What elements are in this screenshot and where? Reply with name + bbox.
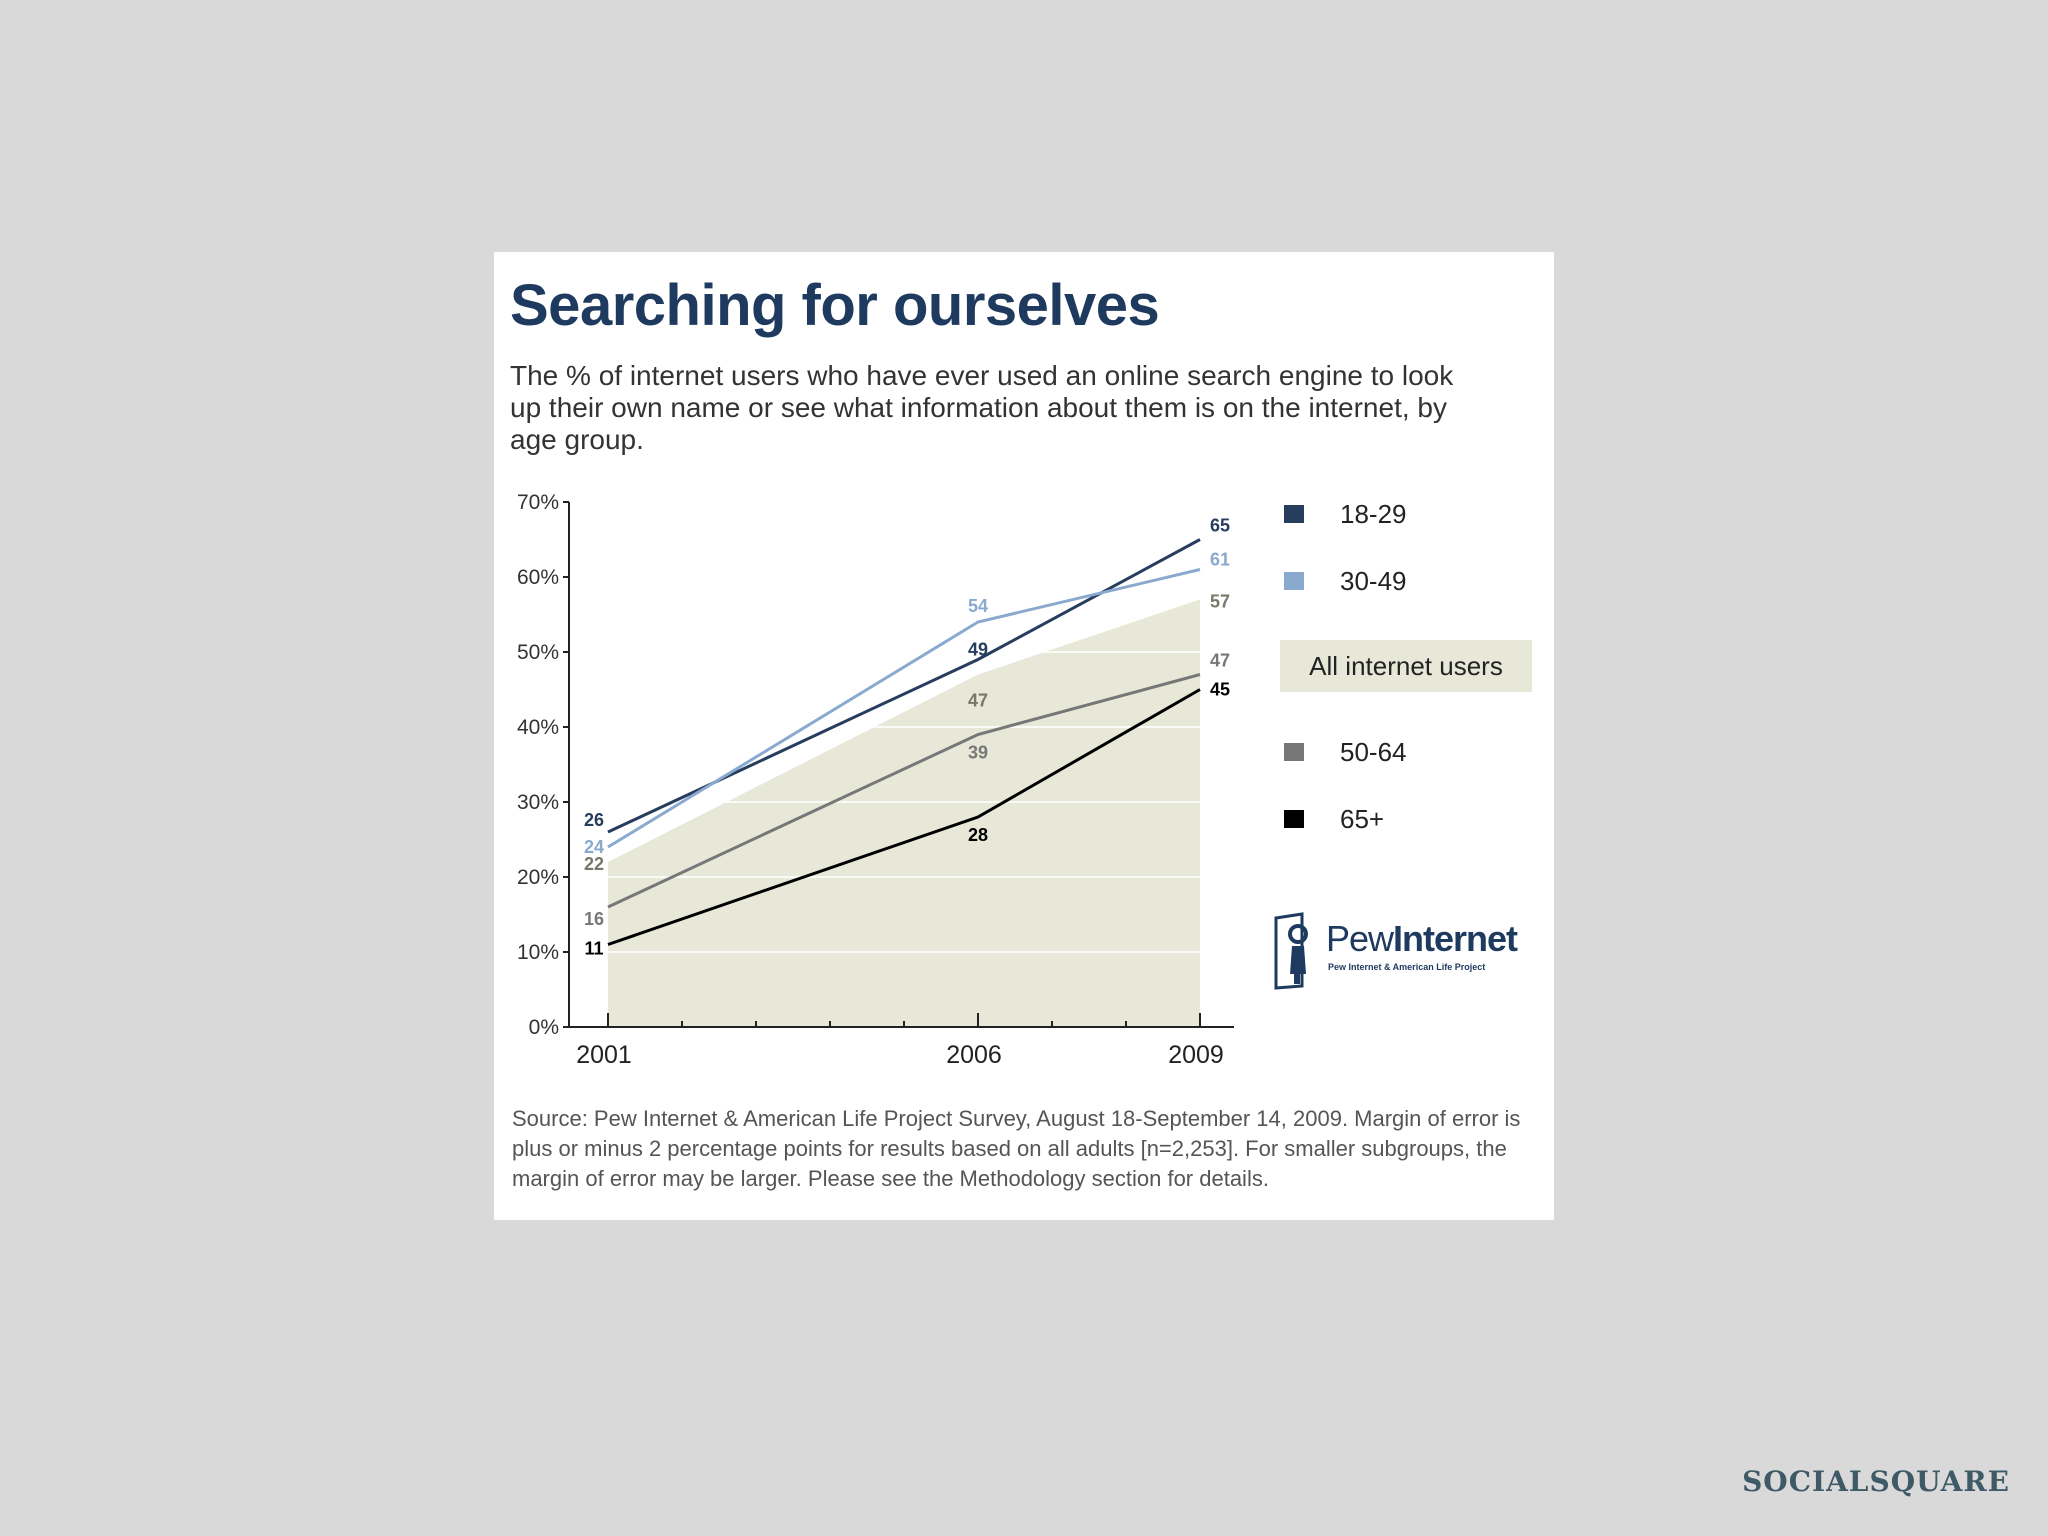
data-label: 49 [967, 639, 989, 660]
legend-swatch [1284, 810, 1304, 828]
legend-label: 18-29 [1340, 498, 1407, 529]
legend-item-65-plus [1284, 803, 1384, 835]
x-tick-label: 2006 [946, 1041, 1002, 1069]
logo-tagline: Pew Internet & American Life Project [1328, 962, 1486, 972]
brand-logo: SOCIALSQUARE [1742, 1465, 2010, 1498]
legend-item-18-29 [1284, 498, 1407, 530]
data-label: 39 [967, 742, 989, 763]
y-tick-label: 10% [516, 941, 559, 964]
logo-wordmark: PewInternet [1326, 918, 1518, 959]
y-tick-label: 0% [528, 1016, 559, 1039]
area-all-internet-users [608, 600, 1200, 1028]
x-tick-label: 2001 [576, 1041, 632, 1069]
y-tick-label: 60% [516, 566, 559, 589]
data-label: 28 [967, 825, 989, 845]
legend-item-all-internet-users: All internet users [1280, 640, 1532, 692]
x-tick-label: 2009 [1168, 1041, 1224, 1069]
data-label: 47 [967, 690, 989, 711]
pew-logo-icon [1272, 912, 1322, 990]
data-label: 57 [1209, 591, 1231, 612]
data-label: 65 [1209, 515, 1231, 536]
data-label: 61 [1209, 549, 1231, 570]
data-label: 16 [583, 909, 605, 929]
data-label: 22 [583, 854, 605, 874]
legend-item-50-64 [1284, 736, 1407, 768]
legend-label: 65+ [1340, 803, 1385, 834]
chart-title: Searching for ourselves [510, 273, 1160, 338]
legend-label: 30-49 [1340, 565, 1407, 596]
pew-internet-logo [1272, 912, 1532, 992]
y-tick-label: 40% [516, 716, 559, 739]
legend-swatch [1284, 572, 1304, 590]
source-note: Source: Pew Internet & American Life Project Survey, August 18-September 14, 2009. Margin of error is plus or minus 2 percentage points for results based on all adults [n=2,253]. For smaller subgroups, the margin of error may be larger. Please see the Methodology section for details. [512, 1106, 1521, 1191]
chart-subtitle: The % of internet users who have ever used an online search engine to look up their own name or see what information about them is on the internet, by age group. [510, 360, 1454, 455]
y-tick-label: 30% [516, 791, 559, 814]
legend-swatch [1284, 743, 1304, 761]
data-label: 11 [584, 938, 604, 959]
y-tick-label: 20% [516, 866, 559, 889]
legend-item-30-49 [1284, 565, 1407, 597]
data-label: 54 [967, 596, 989, 616]
data-label: 24 [583, 837, 605, 857]
data-label: 26 [583, 810, 605, 830]
infographic-card [494, 252, 1554, 1220]
data-label: 47 [1209, 650, 1231, 671]
legend-swatch [1284, 505, 1304, 523]
y-tick-label: 50% [516, 641, 559, 664]
legend-label: 50-64 [1340, 736, 1407, 767]
y-tick-label: 70% [516, 491, 559, 514]
data-label: 45 [1209, 679, 1231, 700]
